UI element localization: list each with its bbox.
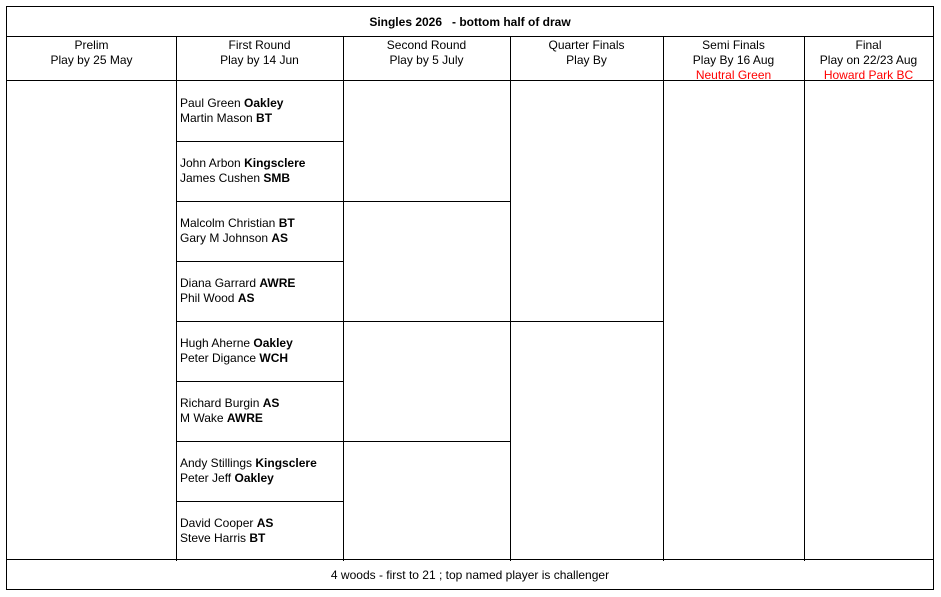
match-5-player-2: Peter Digance WCH — [180, 351, 289, 365]
match-5 — [177, 321, 343, 381]
match-2-player-2: James Cushen SMB — [180, 171, 291, 185]
header-first-round — [176, 37, 343, 81]
club-label: AWRE — [226, 411, 263, 425]
divider-col-2 — [343, 37, 344, 561]
match-1-player-1: Paul Green Oakley — [180, 96, 284, 110]
match-1 — [177, 81, 343, 141]
match-6-player-1: Richard Burgin AS — [180, 396, 280, 410]
club-label: BT — [249, 531, 266, 545]
match-7 — [177, 441, 343, 501]
club-label: Oakley — [234, 471, 274, 485]
divider-col-3 — [510, 37, 511, 561]
match-7-player-2: Peter Jeff Oakley — [180, 471, 274, 485]
club-label: Kingsclere — [244, 156, 306, 170]
header-final-venue: Howard Park BC — [823, 68, 914, 82]
match-7-player-1: Andy Stillings Kingsclere — [180, 456, 317, 470]
header-first-round-sub: Play by 14 Jun — [220, 53, 299, 67]
club-label: Kingsclere — [255, 456, 317, 470]
match-4-player-2: Phil Wood AS — [180, 291, 255, 305]
match-2 — [177, 141, 343, 201]
match-8-player-1: David Cooper AS — [180, 516, 274, 530]
club-label: Oakley — [253, 336, 293, 350]
match-8-player-2: Steve Harris BT — [180, 531, 266, 545]
match-2-player-1: John Arbon Kingsclere — [180, 156, 306, 170]
header-semi-finals — [663, 37, 804, 81]
club-label: WCH — [259, 351, 289, 365]
header-final-name: Final — [855, 38, 882, 52]
match-4 — [177, 261, 343, 321]
match-5-player-1: Hugh Aherne Oakley — [180, 336, 293, 350]
header-quarter-finals-name: Quarter Finals — [548, 38, 625, 52]
club-label: AS — [237, 291, 255, 305]
header-quarter-finals — [510, 37, 663, 81]
footer-note: 4 woods - first to 21 ; top named player is challenger — [7, 559, 933, 589]
club-label: Oakley — [244, 96, 284, 110]
club-label: AS — [256, 516, 274, 530]
header-semi-finals-venue: Neutral Green — [695, 68, 772, 82]
header-quarter-finals-sub: Play By — [566, 53, 607, 67]
divider-col-5 — [804, 37, 805, 561]
match-6 — [177, 381, 343, 441]
header-semi-finals-name: Semi Finals — [702, 38, 765, 52]
header-final-sub: Play on 22/23 Aug — [819, 53, 918, 67]
match-3-player-1: Malcolm Christian BT — [180, 216, 295, 230]
match-1-player-2: Martin Mason BT — [180, 111, 273, 125]
match-6-player-2: M Wake AWRE — [180, 411, 263, 425]
header-prelim-name: Prelim — [74, 38, 109, 52]
club-label: BT — [256, 111, 273, 125]
header-second-round — [343, 37, 510, 81]
header-semi-finals-sub: Play By 16 Aug — [692, 53, 775, 67]
club-label: SMB — [263, 171, 291, 185]
club-label: AS — [271, 231, 289, 245]
club-label: AS — [262, 396, 280, 410]
header-prelim-sub: Play by 25 May — [50, 53, 133, 67]
divider-col-4 — [663, 37, 664, 561]
header-final — [804, 37, 933, 81]
club-label: BT — [278, 216, 295, 230]
match-3-player-2: Gary M Johnson AS — [180, 231, 289, 245]
club-label: AWRE — [259, 276, 296, 290]
draw-sheet — [6, 6, 934, 590]
header-second-round-sub: Play by 5 July — [389, 53, 464, 67]
match-3 — [177, 201, 343, 261]
match-8 — [177, 501, 343, 561]
header-first-round-name: First Round — [228, 38, 291, 52]
header-prelim — [7, 37, 176, 81]
sheet-title: Singles 2026 - bottom half of draw — [7, 7, 933, 37]
match-4-player-1: Diana Garrard AWRE — [180, 276, 296, 290]
header-second-round-name: Second Round — [386, 38, 467, 52]
